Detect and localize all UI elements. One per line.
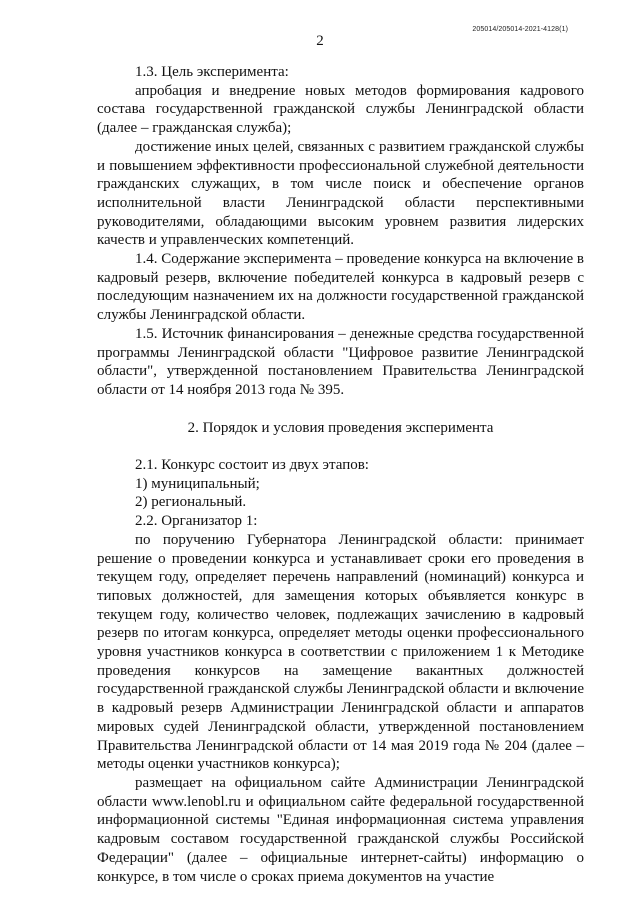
document-body (97, 63, 584, 886)
paragraph-2-2-a: по поручению Губернатора Ленинградской области: принимает решение о проведении конкурса и устанавливает сроки его проведения в текущем году, определяет перечень направлений (номинаций) конкурса и типовых должностей, для замещения которых объявляется конкурс в текущем году, количество человек, подлежащих зачислению в кадровый резерв по итогам конкурса, определяет методы оценки профессионального уровня участников конкурса в соответствии с приложением 1 к Методике проведения конкурсов на замещение вакантных должностей государственной гражданской службы Ленинградской области и включение в кадровый резерв Администрации Ленинградской области и аппаратов мировых судей Ленинградской области, утвержденной постановлением Правительства Ленинградской области от 14 мая 2019 года № 204 (далее – методы оценки участников конкурса); (97, 531, 584, 773)
paragraph-2-2: 2.2. Организатор 1: (135, 513, 258, 530)
paragraph-1-3-goal-a: апробация и внедрение новых методов формирования кадрового состава государственной гражданской службы Ленинградской области (далее – гражданская служба); (97, 82, 584, 137)
paragraph-2-1: 2.1. Конкурс состоит из двух этапов: (135, 457, 369, 474)
paragraph-1-5: 1.5. Источник финансирования – денежные средства государственной программы Ленинградской области "Цифровое развитие Ленинградской области", утвержденной постановлением Правительства Ленинградской области от 14 ноября 2013 года № 395. (97, 325, 584, 398)
paragraph-1-3-goal-b: достижение иных целей, связанных с развитием гражданской службы и повышением эффективности профессиональной служебной деятельности гражданских служащих, в том числе поиск и обеспечение органов исполнительной власти Ленинградской области перспективными руководителями, обладающими высоким уровнем развития лидерских качеств и управленческих компетенций. (97, 138, 584, 249)
list-item-municipal: 1) муниципальный; (135, 475, 260, 492)
paragraph-2-2-b: размещает на официальном сайте Администрации Ленинградской области www.lenobl.ru и официальном сайте федеральной государственной информационной системы "Единая информационная система управления кадровым составом государственной гражданской службы Российской Федерации" (далее – официальные интернет-сайты) информацию о конкурсе, в том числе о сроках приема документов на участие (97, 775, 584, 885)
page-number: 2 (316, 33, 324, 49)
section-2-heading: 2. Порядок и условия проведения эксперимента (187, 419, 494, 436)
list-item-regional: 2) региональный. (135, 494, 247, 511)
paragraph-1-4: 1.4. Содержание эксперимента – проведение конкурса на включение в кадровый резерв, включение победителей конкурса в кадровый резерв с последующим назначением их на должности государственной гражданской службы Ленинградской области. (97, 251, 584, 324)
paragraph-1-3-title: 1.3. Цель эксперимента: (135, 64, 289, 80)
document-id: 205014/205014-2021-4128(1) (472, 26, 568, 33)
